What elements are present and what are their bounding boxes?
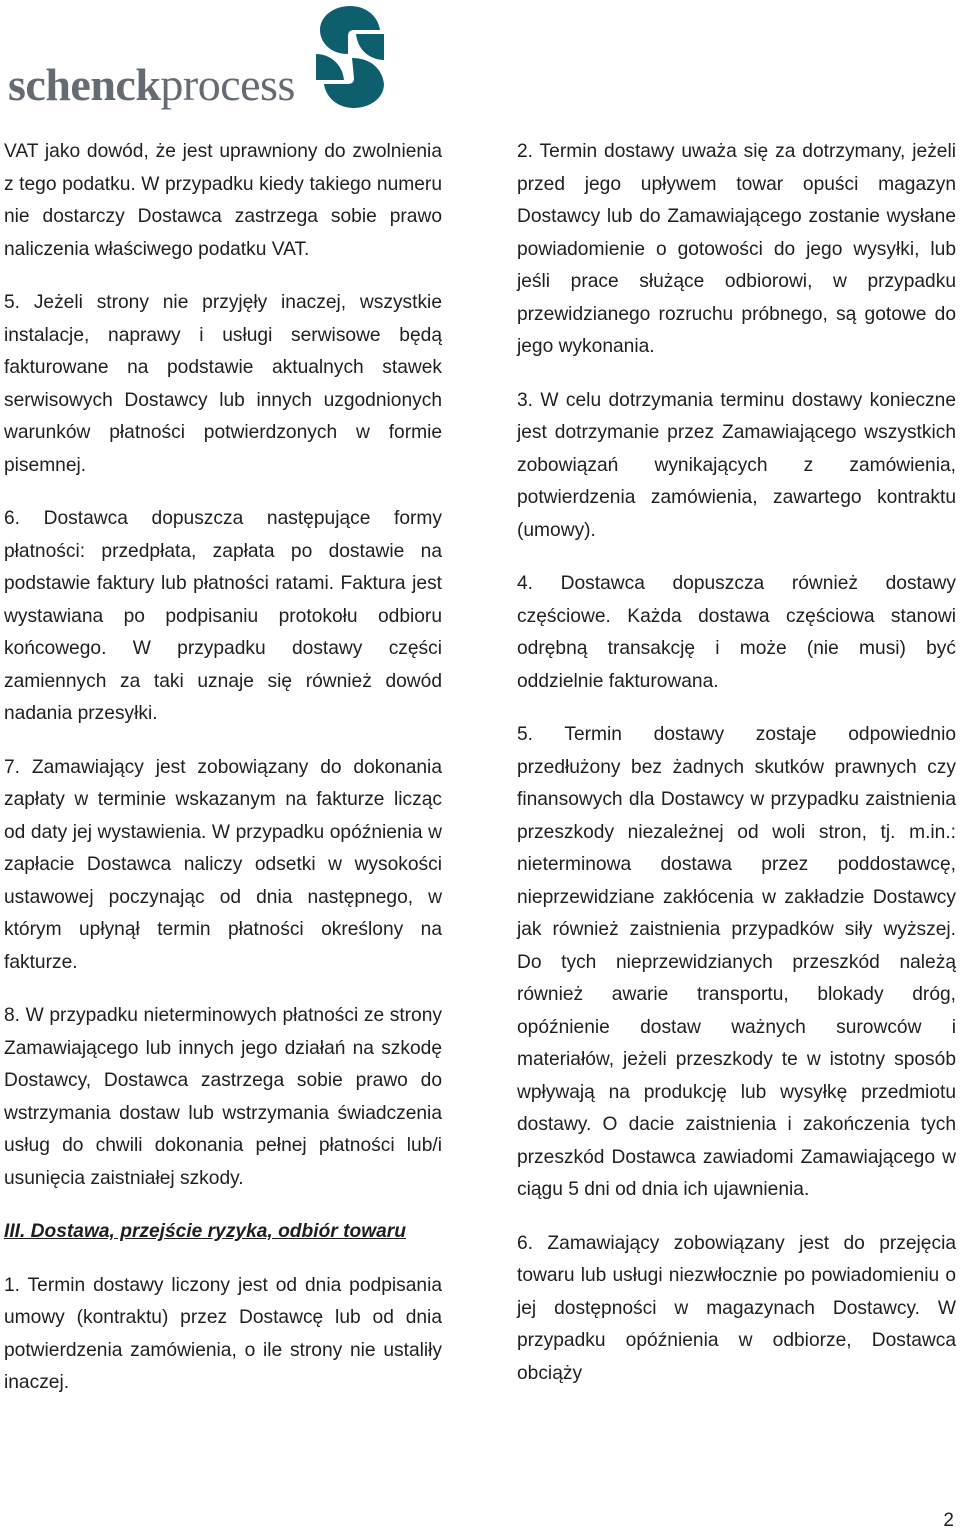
left-paragraph: 8. W przypadku nieterminowych płatności ze strony Zamawiającego lub innych jego działań na szkodę Dostawcy, Dostawca zastrzega sobie prawo do wstrzymania dostaw lub wstrzymania świadczenia usług do chwili dokonania pełnej płatności lub/i usunięcia zaistniałej szkody.: [4, 1005, 442, 1189]
logo-mark-icon: [300, 4, 400, 110]
left-paragraph: VAT jako dowód, że jest uprawniony do zwolnienia z tego podatku. W przypadku kiedy takiego numeru nie dostarczy Dostawca zastrzega sobie prawo naliczenia właściwego podatku VAT.: [4, 141, 442, 260]
right-paragraph: 5. Termin dostawy zostaje odpowiednio przedłużony bez żadnych skutków prawnych czy finansowych dla Dostawcy w przypadku zaistnienia przeszkody niezależnej od woli stron, tj. m.in.: nieterminowa dostawa przez poddostawcę, nieprzewidziane zakłócenia w zakładzie Dostawcy jak również zaistnienia przypadków siły wyższej. Do tych nieprzewidzianych przeszkód należą również awarie transportu, blokady dróg, opóźnienie dostaw ważnych surowców i materiałów, jeżeli przeszkody te w istotny sposób wpływają na produkcję lub wysyłkę przedmiotu dostawy. O dacie zaistnienia i zakończenia tych przeszkód Dostawca zawiadomi Zamawiającego w ciągu 5 dni od dnia ich ujawnienia.: [517, 724, 956, 1200]
left-column: [4, 136, 442, 1421]
schenck-process-logo: [6, 4, 406, 116]
right-paragraph: 2. Termin dostawy uważa się za dotrzymany, jeżeli przed jego upływem towar opuści magazyn Dostawcy lub do Zamawiającego zostanie wysłane powiadomienie o gotowości do jego wysyłki, lub jeśli prace służące odbiorowi, w przypadku przewidzianego rozruchu próbnego, są gotowe do jego wykonania.: [517, 141, 956, 357]
logo-wordmark: [8, 59, 295, 110]
left-paragraph: 6. Dostawca dopuszcza następujące formy płatności: przedpłata, zapłata po dostawie na podstawie faktury lub płatności ratami. Faktura jest wystawiana po podpisaniu protokołu odbioru końcowego. W przypadku dostawy części zamiennych za taki uznaje się również dowód nadania przesyłki.: [4, 508, 442, 724]
left-paragraph: 7. Zamawiający jest zobowiązany do dokonania zapłaty w terminie wskazanym na fakturze licząc od daty jej wystawienia. W przypadku opóźnienia w zapłacie Dostawca naliczy odsetki w wysokości ustawowej poczynając od dnia następnego, w którym upłynął termin płatności określony na fakturze.: [4, 756, 442, 973]
right-paragraph: 4. Dostawca dopuszcza również dostawy częściowe. Każda dostawa częściowa stanowi odrębną transakcję i może (nie musi) być oddzielnie fakturowana.: [517, 573, 956, 692]
logo-word-schenck: schenck: [8, 59, 161, 110]
right-column: [517, 136, 956, 1411]
logo-word-process: process: [160, 59, 295, 110]
page-number: 2: [943, 1510, 954, 1531]
section-heading: III. Dostawa, przejście ryzyka, odbiór towaru: [4, 1221, 406, 1242]
right-paragraph: 6. Zamawiający zobowiązany jest do przejęcia towaru lub usługi niezwłocznie po powiadomieniu o jej dostępności w magazynach Dostawcy. W przypadku opóźnienia w odbiorze, Dostawca obciąży: [517, 1232, 956, 1384]
left-paragraph: 1. Termin dostawy liczony jest od dnia podpisania umowy (kontraktu) przez Dostawcę lub od dnia potwierdzenia zamówienia, o ile strony nie ustaliły inaczej.: [4, 1274, 442, 1393]
right-paragraph: 3. W celu dotrzymania terminu dostawy konieczne jest dotrzymanie przez Zamawiającego wszystkich zobowiązań wynikających z zamówienia, potwierdzenia zamówienia, zawartego kontraktu (umowy).: [517, 389, 956, 541]
left-paragraph: 5. Jeżeli strony nie przyjęły inaczej, wszystkie instalacje, naprawy i usługi serwisowe będą fakturowane na podstawie aktualnych stawek serwisowych Dostawcy lub innych uzgodnionych warunków płatności potwierdzonych w formie pisemnej.: [4, 292, 442, 476]
